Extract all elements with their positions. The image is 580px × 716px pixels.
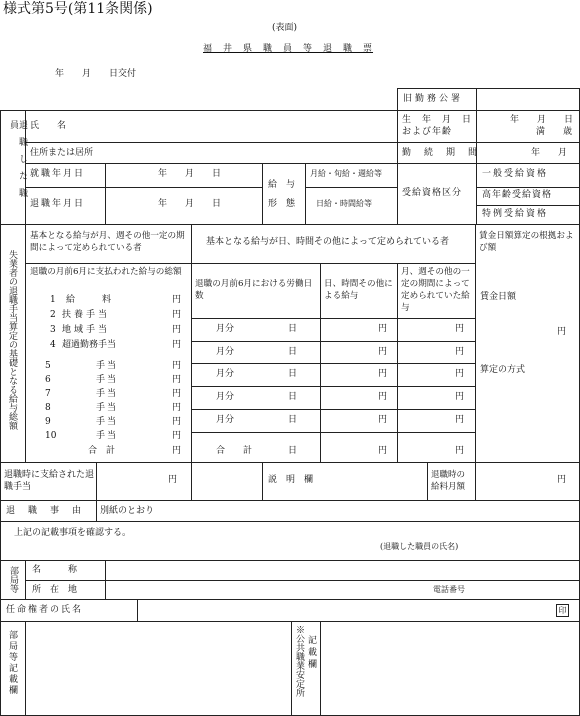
reason-label: 退 職 事 由 <box>6 506 84 516</box>
pay-item-yen: 円 <box>172 310 182 320</box>
retired-staff-label: 退職した職員 <box>8 120 27 205</box>
pay-item-no: 8 <box>45 403 51 413</box>
row-yen-unit: 円 <box>455 392 465 402</box>
pesa-notes-label: 記載欄 <box>306 635 316 671</box>
period-pay-header: 月、週その他の一定の期間によって定められていた給与 <box>401 267 470 313</box>
row-month-label: 月分 <box>216 392 235 402</box>
remarks-label: 説 明 欄 <box>268 475 314 485</box>
age-label: および年齢 <box>402 127 453 137</box>
reason-value: 別紙のとおり <box>100 506 155 516</box>
pay-form-label-1: 給 与 <box>268 180 296 190</box>
pay-item-yen: 円 <box>172 417 182 427</box>
row-yen-unit: 円 <box>378 415 388 425</box>
age-value: 満 歳 <box>536 127 573 137</box>
dept-name-label: 名 称 <box>32 565 78 575</box>
row-month-label: 月分 <box>216 347 235 357</box>
address-label: 住所または居所 <box>30 148 94 158</box>
daily-pay-header: 日、時間その他による給与 <box>324 279 393 301</box>
row-yen-unit: 円 <box>378 347 388 357</box>
row-day-unit: 日 <box>288 415 298 425</box>
form-title: 福 井 県 職 員 等 退 職 票 <box>203 44 374 54</box>
pay-total-label: 合 計 <box>88 446 116 456</box>
basis-header: 賃金日額算定の根拠および額 <box>479 231 574 253</box>
row-month-label: 月分 <box>216 324 235 334</box>
method-label: 算定の方式 <box>480 365 526 375</box>
pay-item-yen: 円 <box>172 431 182 441</box>
row-yen-unit: 円 <box>378 446 388 456</box>
row-day-unit: 日 <box>288 324 298 334</box>
issue-date: 年 月 日交付 <box>55 69 137 79</box>
pay-item-label: 手当 <box>96 361 119 371</box>
pesa-label: ※公共職業安定所 <box>294 625 304 697</box>
row-day-unit: 日 <box>288 347 298 357</box>
pay-total-yen: 円 <box>172 446 182 456</box>
pay-item-no: 5 <box>45 361 51 371</box>
row-month-label: 月分 <box>216 415 235 425</box>
pay-item-label: 手当 <box>96 389 119 399</box>
pay-item-label: 給 料 <box>66 295 112 305</box>
qual-general: 一般受給資格 <box>482 169 549 179</box>
monthly-salary-yen: 円 <box>557 475 567 485</box>
total-pay-label: 退職の月前6月に支払われた給与の総額 <box>30 267 182 277</box>
row-sum-label: 合 計 <box>216 446 253 456</box>
row-yen-unit: 円 <box>455 324 465 334</box>
pay-item-label: 手当 <box>96 417 119 427</box>
daily-wage-label: 賃金日額 <box>480 292 517 302</box>
pay-item-yen: 円 <box>172 295 182 305</box>
daily-wage-yen: 円 <box>557 327 567 337</box>
row-yen-unit: 円 <box>378 369 388 379</box>
signature-caption: (退職した職員の氏名) <box>380 542 459 551</box>
row-yen-unit: 円 <box>455 369 465 379</box>
pay-item-no: 6 <box>45 375 51 385</box>
pay-item-label: 手当 <box>96 403 119 413</box>
qual-elderly: 高年齢受給資格 <box>482 190 553 200</box>
phone-label: 電話番号 <box>433 585 465 594</box>
row-day-unit: 日 <box>288 369 298 379</box>
pay-item-yen: 円 <box>172 389 182 399</box>
row-yen-unit: 円 <box>455 446 465 456</box>
pay-item-no: 4 <box>50 340 56 350</box>
birth-date-value: 年 月 日 <box>510 115 574 125</box>
birth-label: 生 年 月 日 <box>402 115 473 125</box>
pay-item-no: 2 <box>50 310 56 320</box>
monthly-salary-label: 退職時の給料月額 <box>431 470 466 492</box>
pay-form-label-2: 形 態 <box>268 199 296 209</box>
work-days-header: 退職の月前6月における労働日数 <box>195 279 313 301</box>
hired-date-value: 年 月 日 <box>158 169 222 179</box>
qualification-label: 受給資格区分 <box>402 188 463 198</box>
row-yen-unit: 円 <box>455 415 465 425</box>
row-day-unit: 日 <box>288 392 298 402</box>
pay-item-label: 手当 <box>96 375 119 385</box>
pay-basis-label: 失業者の退職手当算定の基礎となる給与総額 <box>7 250 17 430</box>
confirm-text: 上記の記載事項を確認する。 <box>14 528 132 538</box>
pay-item-no: 10 <box>45 431 57 441</box>
dept-label: 部局等 <box>8 566 18 593</box>
former-office-label: 旧勤務公署 <box>403 94 464 104</box>
form-side: (表面) <box>272 23 298 33</box>
seal-mark: 印 <box>556 604 569 617</box>
pay-item-no: 9 <box>45 417 51 427</box>
row-yen-unit: 円 <box>455 347 465 357</box>
appointer-label: 任命権者の氏名 <box>6 605 84 615</box>
row-month-label: 月分 <box>216 369 235 379</box>
pay-item-label: 手当 <box>96 431 119 441</box>
hired-date-label: 就職年月日 <box>30 169 86 179</box>
pay-item-no: 1 <box>50 295 56 305</box>
paid-allowance-yen: 円 <box>168 475 178 485</box>
pay-item-yen: 円 <box>172 375 182 385</box>
tenure-label: 勤 続 期 間 <box>402 148 480 158</box>
retired-date-value: 年 月 日 <box>158 199 222 209</box>
pay-item-yen: 円 <box>172 340 182 350</box>
qual-special: 特例受給資格 <box>482 209 549 219</box>
pay-item-yen: 円 <box>172 403 182 413</box>
dept-notes-label: 部局等記載欄 <box>7 630 17 696</box>
pay-item-yen: 円 <box>172 361 182 371</box>
group-a-header: 基本となる給与が月、週その他一定の期間によって定められている者 <box>30 231 185 253</box>
pay-item-label: 超過勤務手当 <box>62 340 117 350</box>
paid-allowance-label: 退職時に支給された退職手当 <box>4 470 95 492</box>
dept-address-label: 所 在 地 <box>32 585 78 595</box>
tenure-value: 年 月 <box>531 148 568 158</box>
pay-type-monthly: 月給・旬給・週給等 <box>310 169 382 178</box>
row-yen-unit: 円 <box>378 324 388 334</box>
pay-item-no: 7 <box>45 389 51 399</box>
pay-type-daily: 日給・時間給等 <box>316 199 372 208</box>
pay-item-no: 3 <box>50 325 56 335</box>
row-yen-unit: 円 <box>378 392 388 402</box>
group-b-header: 基本となる給与が日、時間その他によって定められている者 <box>206 237 450 247</box>
name-label: 氏 名 <box>30 121 67 131</box>
form-number: 様式第5号(第11条関係) <box>3 1 153 17</box>
pay-item-yen: 円 <box>172 325 182 335</box>
pay-item-label: 地域手当 <box>62 325 111 335</box>
retired-date-label: 退職年月日 <box>30 199 86 209</box>
pay-item-label: 扶養手当 <box>62 310 111 320</box>
row-day-unit: 日 <box>288 446 298 456</box>
